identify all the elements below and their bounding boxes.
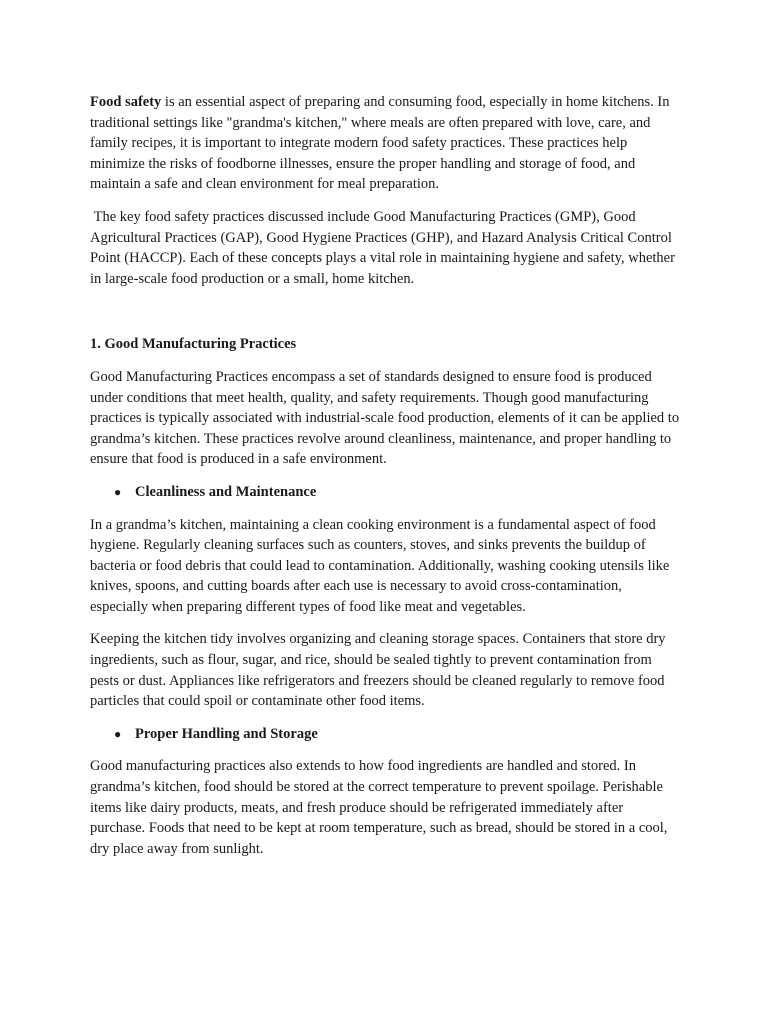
- document-body: [90, 92, 680, 871]
- bullet-item-handling: [90, 724, 680, 745]
- cleanliness-paragraph-1: In a grandma’s kitchen, maintaining a clean cooking environment is a fundamental aspect of food hygiene. Regularly cleaning surfaces such as counters, stoves, and sinks prevents the buildup of bacteria or food debris that could lead to contamination. Additionally, washing cooking utensils like knives, spoons, and cutting boards after each use is necessary to avoid cross-contamination, especially when preparing different types of food like meat and vegetables.: [90, 516, 670, 615]
- intro-text: is an essential aspect of preparing and consuming food, especially in home kitchens. In traditional settings like "grandma's kitchen," where meals are often prepared with love, care, and family recipes, it is important to integrate modern food safety practices. These practices help minimize the risks of foodborne illnesses, ensure the proper handling and storage of food, and maintain a safe and clean environment for meal preparation.: [90, 94, 670, 193]
- cleanliness-paragraph-2: Keeping the kitchen tidy involves organizing and cleaning storage spaces. Containers that store dry ingredients, such as flour, sugar, and rice, should be sealed tightly to prevent contamination from pests or dust. Appliances like refrigerators and freezers should be cleaned regularly to remove food particles that could spoil or contaminate other food items.: [90, 631, 666, 710]
- bullet-icon: ●: [114, 726, 122, 741]
- handling-paragraph-1: Good manufacturing practices also extends to how food ingredients are handled and stored. In grandma’s kitchen, food should be stored at the correct temperature to prevent spoilage. Perishable items like dairy products, meats, and fresh produce should be refrigerated immediately after purchase. Foods that need to be kept at room temperature, such as bread, should be stored in a cool, dry place away from sunlight.: [90, 758, 668, 857]
- key-practices-paragraph: The key food safety practices discussed include Good Manufacturing Practices (GMP), Good Agricultural Practices (GAP), Good Hygiene Practices (GHP), and Hazard Analysis Critical Control Point (HACCP). Each of these concepts plays a vital role in maintaining hygiene and safety, whether in large-scale food production or a small, home kitchen.: [90, 208, 679, 287]
- bullet-title: Cleanliness and Maintenance: [135, 483, 317, 500]
- section-heading-gmp: 1. Good Manufacturing Practices: [90, 336, 297, 353]
- bullet-title: Proper Handling and Storage: [135, 725, 318, 742]
- gmp-intro-paragraph: Good Manufacturing Practices encompass a set of standards designed to ensure food is produced under conditions that meet health, quality, and safety requirements. Though good manufacturing practices is typically associated with industrial-scale food production, elements of it can be applied to grandma’s kitchen. These practices revolve around cleanliness, maintenance, and proper handling to ensure that food is produced in a safe environment.: [90, 368, 680, 468]
- bullet-icon: ●: [114, 484, 122, 499]
- bullet-item-cleanliness: [90, 482, 680, 503]
- intro-lead-term: Food safety: [90, 94, 162, 110]
- intro-paragraph: [90, 92, 680, 195]
